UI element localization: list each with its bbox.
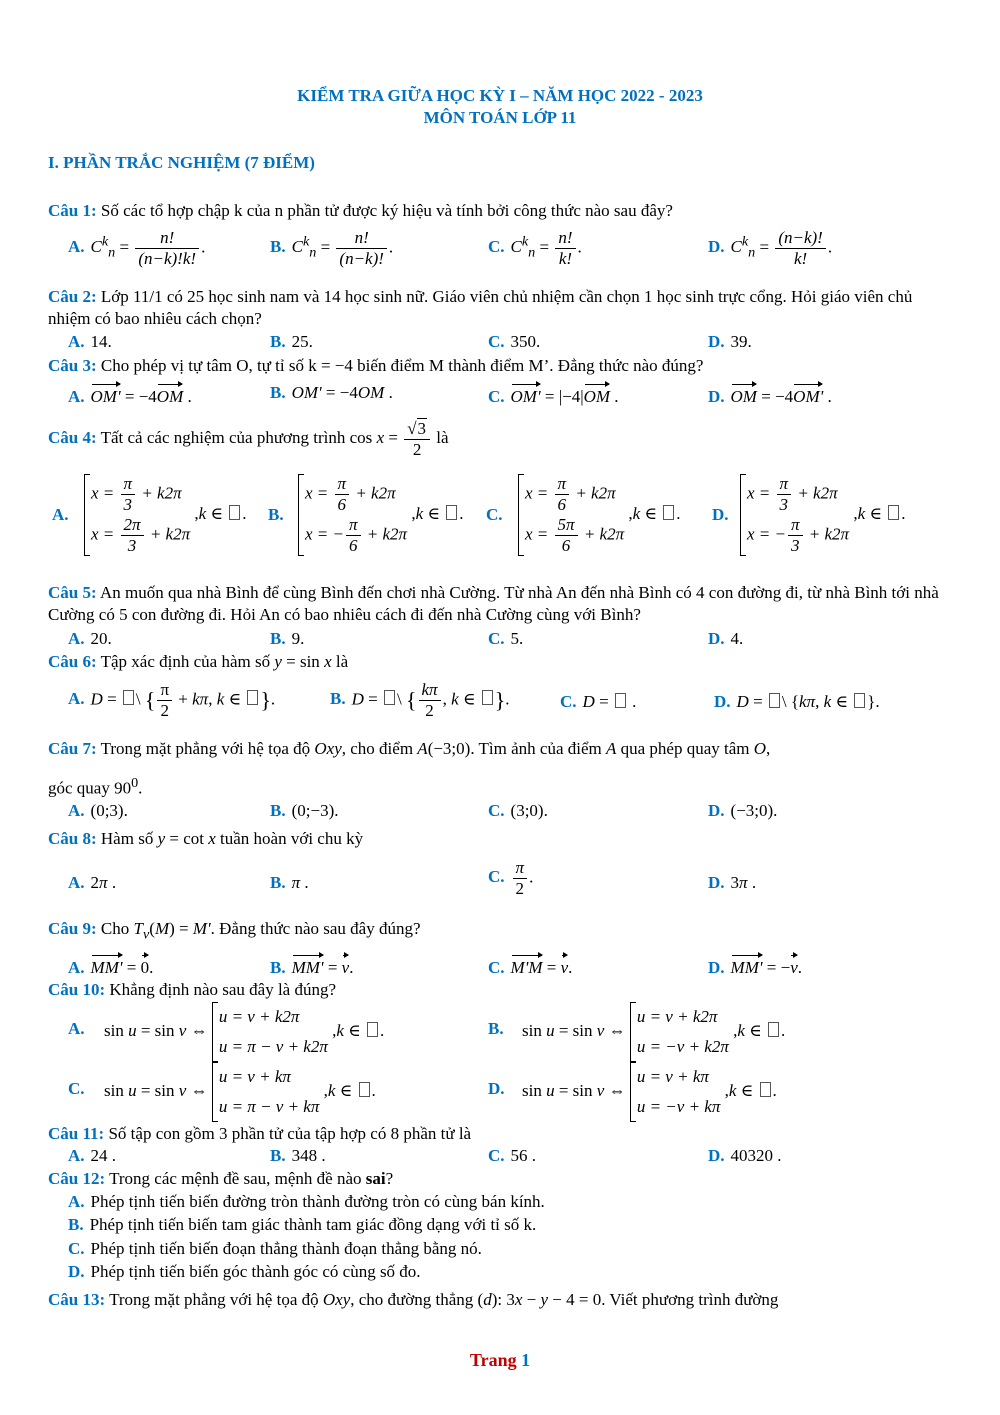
option-d: D. OM = −4OM' . bbox=[708, 382, 832, 408]
option-a-label: A. bbox=[52, 505, 69, 524]
option-b: B. MM' = v. bbox=[270, 953, 353, 979]
option-a: A. 24 . bbox=[68, 1146, 117, 1165]
option-c: C. (3;0). bbox=[488, 801, 548, 820]
option-d: D. 39. bbox=[708, 332, 752, 351]
option-a: A. 20. bbox=[68, 629, 112, 648]
question-5: Câu 5: An muốn qua nhà Bình để cùng Bình đến chơi nhà Cường. Từ nhà An đến nhà Bình có 4 con đường đi, từ nhà Bình tới nhà Cường có 5 con đường đi. Hỏi An có bao nhiêu cách đi đến nhà Cường cùng với Bình? bbox=[48, 583, 939, 624]
option-c: C. $C^k_n$ = $\frac{n!}{k!}$ . bbox=[488, 228, 582, 268]
option-b: B. D = \ { $\frac{k\pi}{2}$ , k ∈ }. bbox=[330, 680, 510, 720]
option-b: B. 25. bbox=[270, 332, 313, 351]
option-c: C. 5. bbox=[488, 629, 524, 648]
option-d-label: D. bbox=[712, 505, 729, 524]
option-b: B. OM' = −4OM . bbox=[270, 383, 393, 402]
option-c: x = $\frac{\pi}{6}$ + k2π x = $\frac{5\pi}{6}$ + k2π ,k ∈ . bbox=[518, 474, 681, 556]
question-7: Câu 7: Trong mặt phẳng với hệ tọa độ Oxy, cho điểm A(−3;0). Tìm ảnh của điểm A qua phép quay tâm O, bbox=[48, 739, 771, 758]
option-d: sin u = sin v ⇔ u = v + kπ u = −v + kπ ,k ∈ . bbox=[522, 1062, 777, 1122]
option-d: D. D = \ {kπ, k ∈ }. bbox=[714, 692, 880, 711]
option-b-label: B. bbox=[268, 505, 284, 524]
option-c: C. Phép tịnh tiến biến đoạn thẳng thành đoạn thẳng bằng nó. bbox=[68, 1239, 482, 1258]
question-6: Câu 6: Tập xác định của hàm số y = sin x là bbox=[48, 652, 349, 671]
option-a-label: A. bbox=[68, 1019, 85, 1038]
option-c: C. 350. bbox=[488, 332, 541, 351]
option-d: D. $C^k_n$ = $\frac{(n-k)!}{k!}$ . bbox=[708, 228, 833, 268]
option-b: sin u = sin v ⇔ u = v + k2π u = −v + k2π ,k ∈ . bbox=[522, 1002, 785, 1062]
page-number: 1 bbox=[521, 1350, 531, 1370]
question-10: Câu 10: Khẳng định nào sau đây là đúng? bbox=[48, 980, 337, 999]
options-row-q1 bbox=[0, 228, 1000, 268]
question-text: Số các tổ hợp chập k của n phần tử được ký hiệu và tính bởi công thức nào sau đây? bbox=[100, 201, 673, 220]
option-c: C. M'M = v. bbox=[488, 953, 572, 979]
option-d-label: D. bbox=[488, 1079, 505, 1098]
question-12: Câu 12: Trong các mệnh đề sau, mệnh đề nào sai? bbox=[48, 1169, 394, 1188]
option-c-label: C. bbox=[68, 1079, 85, 1098]
option-d: D. 4. bbox=[708, 629, 744, 648]
question-2: Câu 2: Lớp 11/1 có 25 học sinh nam và 14 học sinh nữ. Giáo viên chủ nhiệm cần chọn 1 học sinh trực cổng. Hỏi giáo viên chủ nhiệm có bao nhiêu cách chọn? bbox=[48, 287, 913, 328]
options-row-q8 bbox=[0, 858, 1000, 908]
option-b: B. $C^k_n$ = $\frac{n!}{(n-k)!}$ . bbox=[270, 228, 394, 268]
option-c: C. OM' = |−4|OM . bbox=[488, 382, 619, 408]
option-b: B. π . bbox=[270, 873, 309, 892]
option-c: sin u = sin v ⇔ u = v + kπ u = π − v + kπ ,k ∈ . bbox=[104, 1062, 376, 1122]
option-a: A. D = \ { $\frac{\pi}{2}$ + kπ, k ∈ }. bbox=[68, 680, 276, 720]
option-a: A. OM' = −4OM . bbox=[68, 382, 192, 408]
option-d: D. MM' = −v. bbox=[708, 953, 802, 979]
question-7-cont: góc quay $90^0$. bbox=[48, 775, 143, 798]
options-row-q6 bbox=[0, 680, 1000, 726]
question-11: Câu 11: Số tập con gồm 3 phần tử của tập hợp có 8 phần tử là bbox=[48, 1124, 472, 1143]
option-a: A. (0;3). bbox=[68, 801, 128, 820]
option-a: A. 14. bbox=[68, 332, 112, 351]
options-row-q4 bbox=[0, 474, 1000, 574]
option-c-label: C. bbox=[486, 505, 503, 524]
option-b: x = $\frac{\pi}{6}$ + k2π x = − $\frac{\pi}{6}$ + k2π ,k ∈ . bbox=[298, 474, 463, 556]
option-a: A. 2π . bbox=[68, 873, 117, 892]
option-d: x = $\frac{\pi}{3}$ + k2π x = − $\frac{\pi}{3}$ + k2π ,k ∈ . bbox=[740, 474, 905, 556]
options-row-q10b bbox=[0, 1062, 1000, 1124]
options-row-q7 bbox=[0, 800, 1000, 830]
option-d: D. Phép tịnh tiến biến góc thành góc có cùng số đo. bbox=[68, 1262, 421, 1281]
option-d: D. 40320 . bbox=[708, 1146, 782, 1165]
option-a: A. $C^k_n$ = $\frac{n!}{(n-k)!k!}$ . bbox=[68, 228, 206, 268]
option-b: B. (0;−3). bbox=[270, 801, 339, 820]
question-number: Câu 1: bbox=[48, 201, 97, 220]
option-b: B. 348 . bbox=[270, 1146, 326, 1165]
option-a: sin u = sin v ⇔ u = v + k2π u = π − v + k2π ,k ∈ . bbox=[104, 1002, 384, 1062]
options-row-q3 bbox=[0, 382, 1000, 412]
option-c: C. D = . bbox=[560, 692, 637, 711]
option-b-label: B. bbox=[488, 1019, 504, 1038]
option-a: A. Phép tịnh tiến biến đường tròn thành đường tròn có cùng bán kính. bbox=[68, 1192, 545, 1211]
question-1 bbox=[48, 200, 953, 222]
question-3: Câu 3: Cho phép vị tự tâm O, tự tỉ số k = −4 biến điểm M thành điểm M’. Đẳng thức nào đúng? bbox=[48, 356, 704, 375]
option-c: C. $\frac{\pi}{2}$ . bbox=[488, 858, 534, 898]
question-9: Câu 9: Cho $T_v(M) = M'$. Đẳng thức nào sau đây đúng? bbox=[48, 919, 421, 943]
options-row-q10a bbox=[0, 1002, 1000, 1064]
question-4: Câu 4: Tất cả các nghiệm của phương trình cos x = $\frac{√3}{2}$ là bbox=[48, 419, 449, 459]
option-d: D. (−3;0). bbox=[708, 801, 778, 820]
option-b: B. Phép tịnh tiến biến tam giác thành tam giác đồng dạng với tỉ số k. bbox=[68, 1215, 537, 1234]
section-heading: I. PHẦN TRẮC NGHIỆM (7 ĐIỂM) bbox=[48, 153, 315, 172]
question-13: Câu 13: Trong mặt phẳng với hệ tọa độ Oxy, cho đường thẳng (d): 3x − y − 4 = 0. Viết phương trình đường bbox=[48, 1290, 779, 1309]
page-footer bbox=[0, 1350, 1000, 1371]
option-d: D. 3π . bbox=[708, 873, 757, 892]
option-a: x = $\frac{\pi}{3}$ + k2π x = $\frac{2\pi}{3}$ + k2π ,k ∈ . bbox=[84, 474, 247, 556]
option-a: A. MM' = 0. bbox=[68, 953, 153, 979]
option-c: C. 56 . bbox=[488, 1146, 537, 1165]
footer-label: Trang bbox=[469, 1350, 517, 1370]
exam-subtitle: MÔN TOÁN LỚP 11 bbox=[423, 108, 577, 127]
option-b: B. 9. bbox=[270, 629, 305, 648]
exam-title: KIỂM TRA GIỮA HỌC KỲ I – NĂM HỌC 2022 - 2023 bbox=[297, 86, 703, 105]
question-8: Câu 8: Hàm số y = cot x tuần hoàn với chu kỳ bbox=[48, 829, 364, 848]
